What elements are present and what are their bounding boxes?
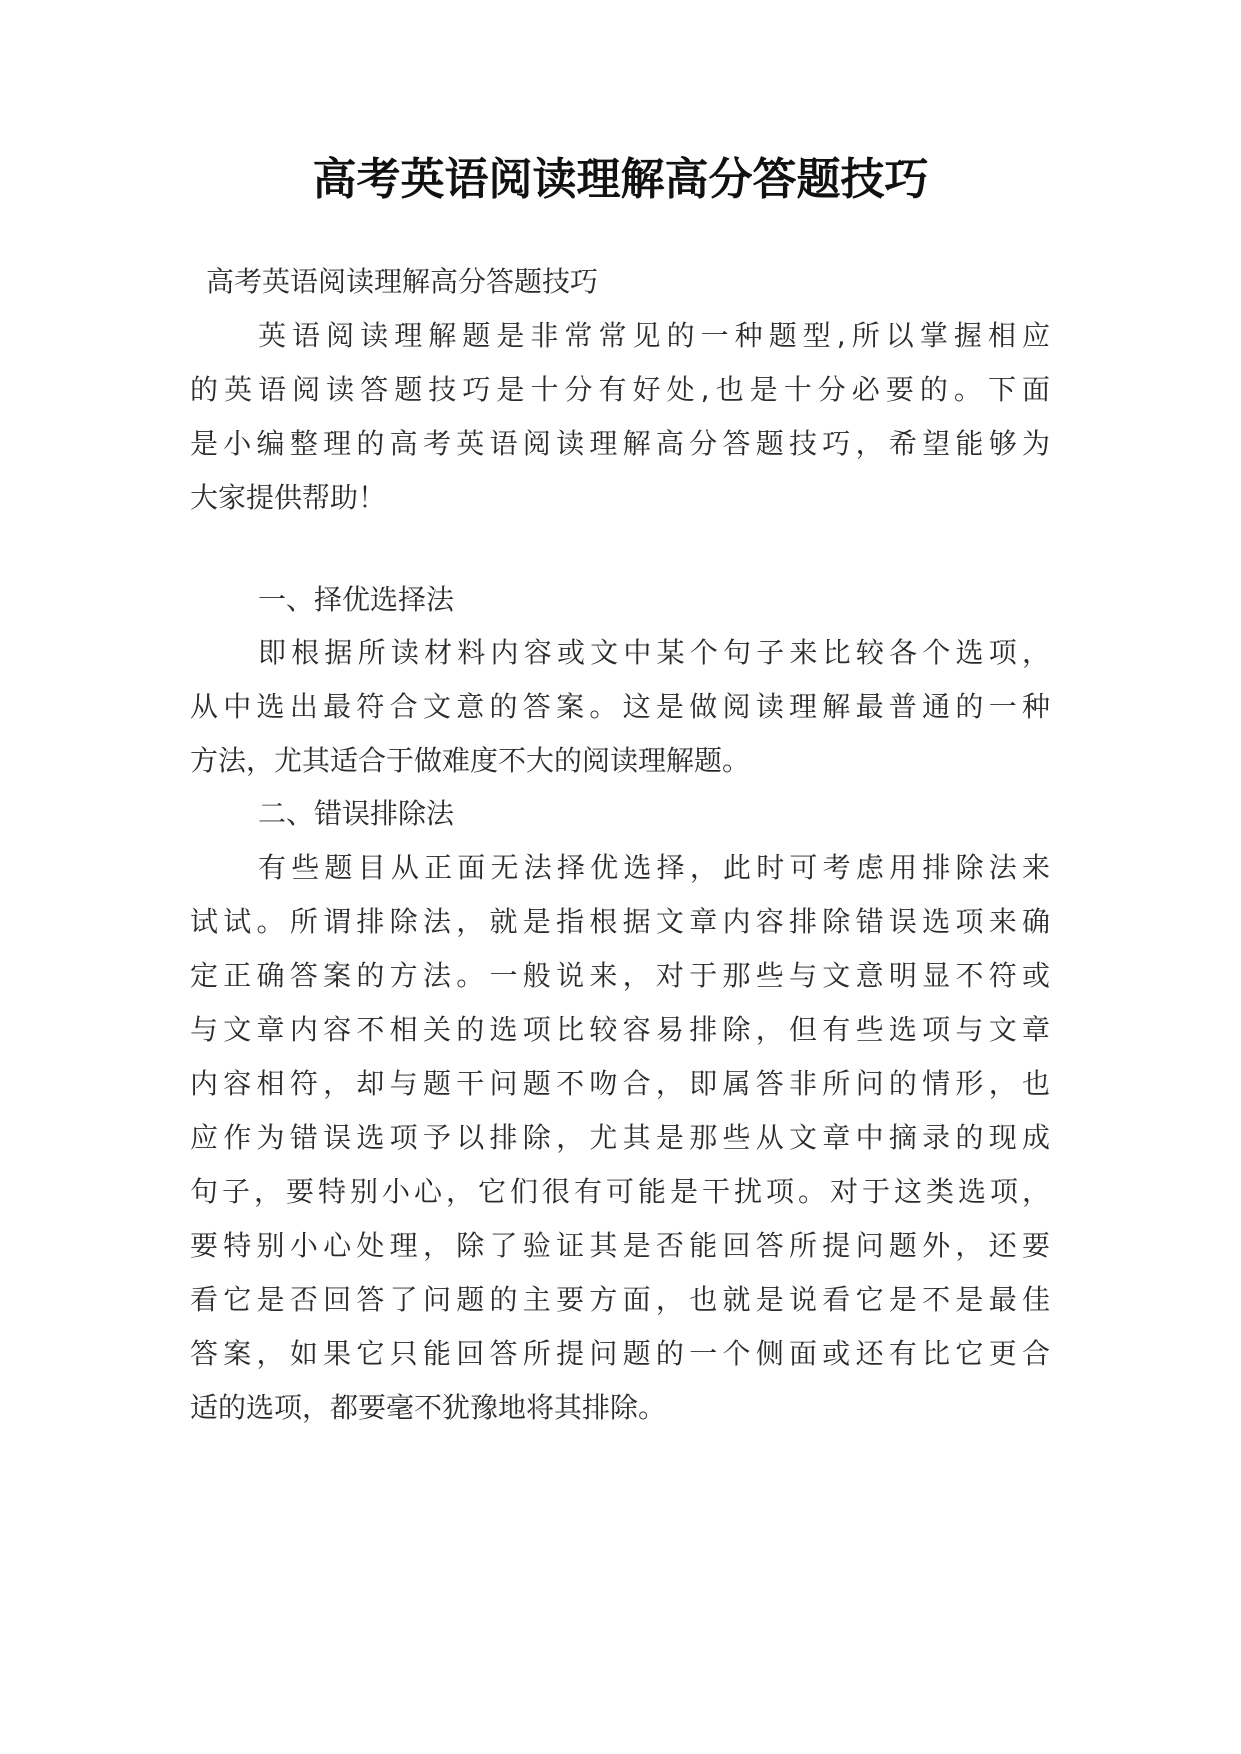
paragraph-line: 方法，尤其适合于做难度不大的阅读理解题。: [190, 744, 751, 777]
paragraph-line: 与文章内容不相关的选项比较容易排除，但有些选项与文章: [190, 1013, 1050, 1046]
document-title: 高考英语阅读理解高分答题技巧: [312, 154, 929, 205]
paragraph-line: 从中选出最符合文意的答案。这是做阅读理解最普通的一种: [190, 690, 1050, 723]
paragraph-line: 应作为错误选项予以排除，尤其是那些从文章中摘录的现成: [190, 1121, 1050, 1154]
intro-line: 英语阅读理解题是非常常见的一种题型,所以掌握相应: [258, 319, 1050, 352]
subtitle: 高考英语阅读理解高分答题技巧: [206, 265, 599, 298]
paragraph-line: 内容相符，却与题干问题不吻合，即属答非所问的情形，也: [190, 1067, 1050, 1100]
intro-line: 的英语阅读答题技巧是十分有好处,也是十分必要的。下面: [190, 373, 1050, 406]
paragraph-line: 答案，如果它只能回答所提问题的一个侧面或还有比它更合: [190, 1337, 1050, 1370]
paragraph-line: 适的选项，都要毫不犹豫地将其排除。: [190, 1391, 667, 1424]
intro-line: 大家提供帮助！: [190, 481, 387, 514]
paragraph-line: 定正确答案的方法。一般说来，对于那些与文意明显不符或: [190, 959, 1050, 992]
paragraph-line: 试试。所谓排除法，就是指根据文章内容排除错误选项来确: [190, 905, 1050, 938]
paragraph-line: 句子，要特别小心，它们很有可能是干扰项。对于这类选项，: [190, 1175, 1050, 1208]
section-heading: 二、错误排除法: [258, 797, 455, 830]
paragraph-line: 即根据所读材料内容或文中某个句子来比较各个选项，: [258, 636, 1050, 669]
paragraph-line: 看它是否回答了问题的主要方面，也就是说看它是不是最佳: [190, 1283, 1050, 1316]
section-heading: 一、择优选择法: [258, 583, 455, 616]
intro-line: 是小编整理的高考英语阅读理解高分答题技巧，希望能够为: [190, 427, 1050, 460]
paragraph-line: 要特别小心处理，除了验证其是否能回答所提问题外，还要: [190, 1229, 1050, 1262]
paragraph-line: 有些题目从正面无法择优选择，此时可考虑用排除法来: [258, 851, 1050, 884]
